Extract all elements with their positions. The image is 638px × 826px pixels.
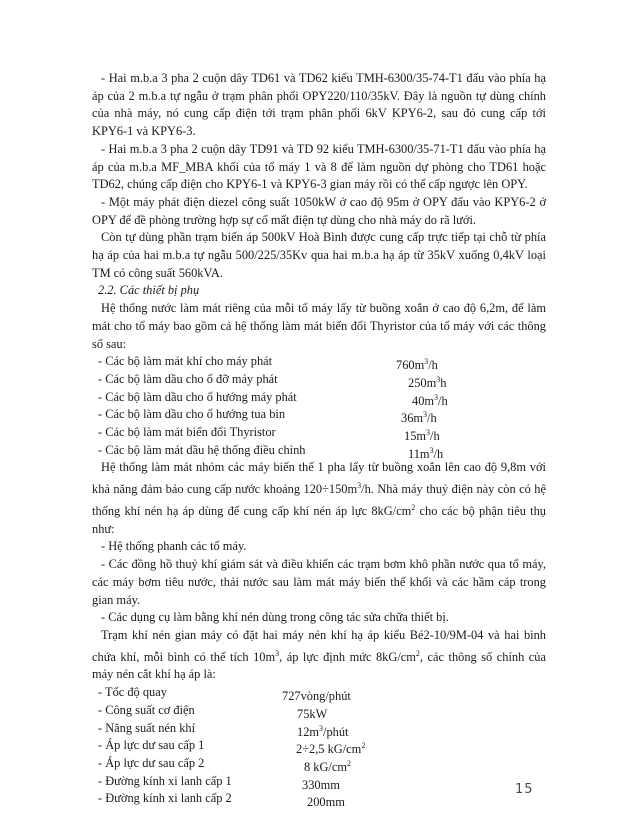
spec-row bbox=[92, 790, 546, 808]
paragraph-compressor-station: Trạm khí nén gian máy có đặt hai máy nén khí hạ áp kiểu Bé2-10/9M-04 và hai bình chứa khí, mỗi bình có thể tích $10m^3$, áp lực định mức $8kG/cm^2$, các thông số chính của máy nén cắt khí hạ áp là: bbox=[92, 627, 546, 682]
page-body bbox=[92, 70, 546, 808]
spec-value: $250m^3h$ bbox=[408, 374, 447, 391]
paragraph-transformer-cooling: Hệ thống làm mát nhóm các máy biến thế 1 pha lấy từ buồng xoắn lên cao độ 9,8m với khả năng đảm bảo cung cấp nước khoảng $120\div 150m^3/h$. Nhà máy thuỷ điện này còn có hệ thống khí nén hạ áp dùng để cung cấp khí nén áp lực $8kG/cm^2$ cho các bộ phận tiêu thụ như: bbox=[92, 460, 546, 536]
list-item: - Các đồng hồ thuỷ khí giám sát và điều khiển các trạm bơm khô phần nước qua tổ máy, các máy bơm tiêu nước, thải nước sau làm mát máy biến thế khối và các hầm cáp trong gian máy. bbox=[92, 557, 546, 607]
paragraph-cooling-system: Hệ thống nước làm mát riêng của mỗi tổ máy lấy từ buồng xoắn ở cao độ 6,2m, để làm mát cho tổ máy bao gồm cả hệ thống làm mát biến đổi Thyristor của tổ máy với các thông số sau: bbox=[92, 301, 546, 351]
spec-label: - Các bộ làm mát biến đổi Thyristor bbox=[98, 425, 276, 439]
spec-row bbox=[92, 442, 546, 460]
spec-row bbox=[92, 755, 546, 773]
spec-value: 8 $kG/cm^2$ bbox=[304, 758, 352, 775]
list-item: - Các dụng cụ làm bằng khí nén dùng trong công tác sửa chữa thiết bị. bbox=[101, 610, 449, 625]
spec-label: - Áp lực dư sau cấp 2 bbox=[98, 755, 205, 770]
spec-value: $40m^3/h$ bbox=[412, 392, 448, 408]
spec-value: $36m^3/h$ bbox=[401, 410, 437, 426]
spec-row bbox=[92, 389, 546, 407]
page-number: 15 bbox=[515, 782, 534, 797]
spec-value: 330mm bbox=[302, 777, 340, 792]
spec-label: - Các bộ làm mát dầu hệ thống điều chỉnh bbox=[98, 442, 306, 457]
paragraph-diesel-generator: - Một máy phát điện diezel công suất 1050kW ở cao độ 95m ở OPY đấu vào KPY6-2 ở OPY để đề phòng trường hợp sự cố mất điện tự dùng cho nhà máy do rã lưới. bbox=[92, 194, 546, 227]
paragraph-td61-td62: - Hai m.b.a 3 pha 2 cuộn dây TD61 và TD62 kiểu TMH-6300/35-74-T1 đấu vào phía hạ áp của 2 m.b.a tự ngẫu ở trạm phân phối OPY220/110/35kV. Đây là nguồn tự dùng chính của nhà máy, nó cung cấp điện tới trạm phân phối 6kV KPY6-2, sau đó cung cấp tới KPY6-1 và KPY6-3. bbox=[92, 71, 546, 139]
spec-value: 2÷2,5 $kG/cm^2$ bbox=[296, 741, 366, 757]
list-item: - Hệ thống phanh các tổ máy. bbox=[101, 539, 247, 554]
spec-row bbox=[92, 424, 546, 442]
spec-row bbox=[92, 371, 546, 389]
spec-value: 727vòng/phút bbox=[282, 689, 351, 704]
spec-value: $12m^3$/phút bbox=[297, 723, 349, 739]
spec-value: $11m^3/h$ bbox=[408, 445, 444, 461]
spec-value: 75kW bbox=[297, 707, 328, 721]
spec-label: - Các bộ làm mát khí cho máy phát bbox=[98, 354, 273, 369]
compressor-spec-list bbox=[92, 684, 546, 808]
spec-row bbox=[92, 406, 546, 424]
spec-label: - Tốc độ quay bbox=[98, 685, 167, 700]
spec-label: - Đường kính xi lanh cấp 1 bbox=[98, 773, 232, 788]
spec-label: - Năng suất nén khí bbox=[98, 720, 196, 735]
spec-row bbox=[92, 720, 546, 738]
paragraph-td91-td92: - Hai m.b.a 3 pha 2 cuộn dây TD91 và TD 92 kiểu TMH-6300/35-71-T1 đấu vào phía hạ áp của m.b.a MF_MBA khối của tổ máy 1 và 8 để làm nguồn dự phòng cho TD61 hoặc TD62, chúng cấp điện cho KPY6-1 và KPY6-3 gian máy rồi có thể cấp ngược lên OPY. bbox=[92, 141, 546, 192]
spec-label: - Áp lực dư sau cấp 1 bbox=[98, 738, 205, 753]
spec-label: - Các bộ làm dầu cho ổ hướng tua bin bbox=[98, 407, 286, 422]
cooling-spec-list bbox=[92, 353, 546, 459]
spec-value: 200mm bbox=[307, 795, 345, 810]
spec-row bbox=[92, 353, 546, 371]
spec-row bbox=[92, 684, 546, 702]
spec-row bbox=[92, 737, 546, 755]
spec-label: - Công suất cơ điện bbox=[98, 702, 195, 717]
spec-label: - Các bộ làm dầu cho ổ đỡ máy phát bbox=[98, 371, 278, 386]
spec-value: $15m^3/h$ bbox=[404, 428, 440, 444]
section-heading: 2.2. Các thiết bị phụ bbox=[98, 283, 200, 298]
spec-label: - Đường kính xi lanh cấp 2 bbox=[98, 791, 232, 806]
spec-label: - Các bộ làm dầu cho ổ hướng máy phát bbox=[98, 389, 297, 404]
spec-value: $760m^3/h$ bbox=[396, 357, 438, 373]
spec-row bbox=[92, 773, 546, 791]
paragraph-substation-500kv: Còn tự dùng phần trạm biến áp 500kV Hoà Bình được cung cấp trực tiếp tại chỗ từ phía hạ áp của hai m.b.a tự ngẫu 500/225/35Kv qua hai m.b.a hạ áp từ 35kV xuống 0,4kV loại TM có công suất 560kVA. bbox=[92, 230, 546, 280]
spec-row bbox=[92, 702, 546, 720]
